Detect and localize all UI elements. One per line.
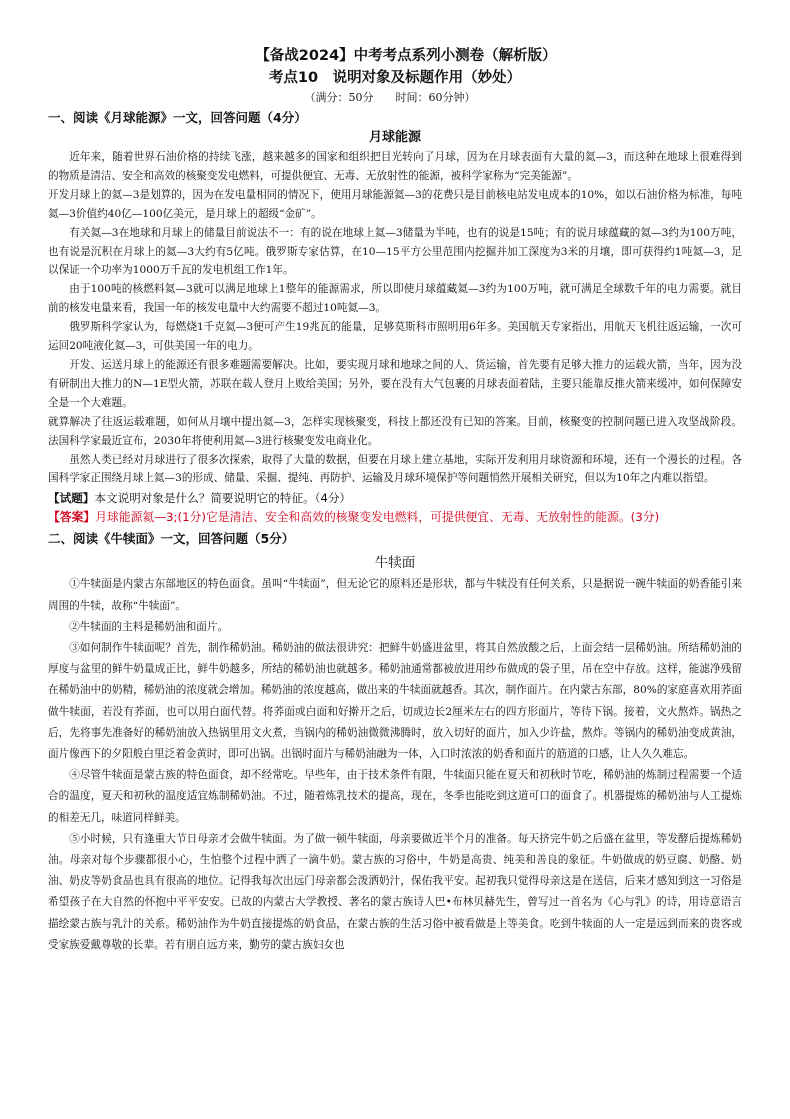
- document-page: [48, 46, 742, 956]
- article-1-paragraph: 虽然人类已经对月球进行了很多次探索，取得了大量的数据，但要在月球上建立基地，实际开发利用月球资源和环境，还有一个漫长的过程。各国科学家正围绕月球上氦—3的形成、储量、采掘、提纯、再防护、运输及月球环境保护等问题悄然开展相关研究，但以为10年之内难以指望。: [48, 453, 742, 485]
- exam-meta: （满分：50分 时间：60分钟）: [304, 91, 476, 104]
- article-1-paragraph: 开发、运送月球上的能源还有很多难题需要解决。比如，要实现月球和地球之间的人、货运输，首先要有足够大推力的运载火箭，当年，因为没有研制出大推力的N—1E型火箭，苏联在载人登月上败给美国；另外，要在没有大气包裹的月球表面着陆，主要只能靠反推火箭来缓冲，如何保障安全是一个大难题。: [48, 358, 742, 409]
- section-1-heading: 一、阅读《月球能源》一文，回答问题（4分）: [48, 110, 307, 125]
- question-tag: 【试题】: [48, 491, 95, 506]
- answer-text: 月球能源氦—3;(1分)它是清洁、安全和高效的核聚变发电燃料，可提供便宜、无毒、无放射性的能源。(3分): [95, 510, 660, 525]
- article-1-title: 月球能源: [368, 130, 421, 145]
- article-1-paragraph: 近年来，随着世界石油价格的持续飞涨，越来越多的国家和组织把目光转向了月球，因为在月球表面有大量的氦—3，而这种在地球上很难得到的物质是清洁、安全和高效的核聚变发电燃料，可提供便宜、无毒、无放射性的能源，被科学家称为“完美能源”。: [48, 151, 742, 182]
- article-2-paragraph: ⑤小时候，只有逢重大节日母亲才会做牛犊面。为了做一顿牛犊面，母亲要做近半个月的准备。每天挤完牛奶之后盛在盆里，等发酵后提炼稀奶油。母亲对每个步骤都很小心，生怕整个过程中洒了一滴牛奶。蒙古族的习俗中，牛奶是高贵、纯美和善良的象征。牛奶做成的奶豆腐、奶酪、奶油、奶皮等奶食品也具有很高的地位。记得我每次出远门母亲都会泼洒奶汁，保佑我平安。起初我只觉得母亲这是在送信，后来才感知到这一习俗是希望孩子在大自然的怀抱中平平安安。已故的内蒙古大学教授、著名的蒙古族诗人巴•布林贝赫先生，曾写过一首名为《心与乳》的诗，用诗意语言描绘蒙古族与乳汁的关系。稀奶油作为牛奶直接提炼的奶食品，在蒙古族的生活习俗中被看做是上等美食。吃到牛犊面的人一定是远到而来的贵客或受家族爱戴尊敬的长辈。若有朋自远方来，勤劳的蒙古族妇女也: [48, 832, 742, 951]
- section-2-heading: 二、阅读《牛犊面》一文，回答问题（5分）: [48, 531, 295, 547]
- question-block: [48, 489, 742, 508]
- document-subtitle: 考点10 说明对象及标题作用（妙处）: [268, 70, 522, 86]
- article-1-paragraph: 由于100吨的核燃料氦—3就可以满足地球上1整年的能源需求，所以即使月球蕴藏氦—3约为100万吨，就可满足全球数千年的电力需要。就目前的核发电量来看，我国一年的核发电量中大约需要不超过10吨氦—3。: [48, 283, 742, 315]
- article-2-paragraph: ①牛犊面是内蒙古东部地区的特色面食。虽叫“牛犊面”，但无论它的原料还是形状，都与牛犊没有任何关系，只是据说一碗牛犊面的奶香能引来周围的牛犊，故称“牛犊面”。: [48, 578, 742, 612]
- article-1-paragraph: 俄罗斯科学家认为，每燃烧1千克氦—3便可产生19兆瓦的能量，足够莫斯科市照明用6年多。美国航天专家指出，用航天飞机往返运输，一次可运回20吨液化氦—3，可供美国一年的电力。: [48, 321, 742, 353]
- article-2-title: 牛犊面: [374, 555, 416, 572]
- article-2-paragraph: ③如何制作牛犊面呢？首先，制作稀奶油。稀奶油的做法很讲究：把鲜牛奶盛进盆里，将其自然放酸之后，上面会结一层稀奶油。所结稀奶油的厚度与盆里的鲜牛奶量成正比，鲜牛奶越多，所结的稀奶油也就越多。稀奶油通常都被放进用纱布做成的袋子里，吊在空中存放。这样，能滤净残留在稀奶油中的奶精，稀奶油的浓度就会增加。稀奶油的浓度越高，做出来的牛犊面就越香。其次，制作面片。在内蒙古东部，80%的家庭喜欢用荞面做牛犊面，若没有荞面，也可以用白面代替。将荞面或白面和好擀开之后，切成边长2厘米左右的四方形面片，等待下锅。接着，文火熬炸。锅热之后，先将事先准备好的稀奶油放入热锅里用文火煮，当锅内的稀奶油微微沸腾时，放入切好的面片，加入少许盐，熬炸。等锅内的稀奶油变成黄油，面片像西下的夕阳般白里泛着金黄时，即可出锅。出锅时面片与稀奶油融为一体，入口时浓浓的奶香和面片的筋道的口感，让人久久难忘。: [48, 641, 742, 760]
- answer-block: [48, 508, 742, 527]
- document-title: 【备战2024】中考考点系列小测卷（解析版）: [255, 48, 557, 64]
- article-1-paragraph: 开发月球上的氦—3是划算的，因为在发电量相同的情况下，使用月球能源氦—3的花费只是目前核电站发电成本的10%，如以石油价格为标准，每吨氦—3价值约40亿—100亿美元，是月球上的超级“金矿”。: [48, 188, 742, 220]
- article-2-paragraph: ②牛犊面的主料是稀奶油和面片。: [69, 620, 229, 633]
- answer-tag: 【答案】: [48, 510, 96, 525]
- article-1-paragraph: 有关氦—3在地球和月球上的储量目前说法不一：有的说在地球上氦—3储量为半吨，也有的说是15吨；有的说月球蕴藏的氦—3约为100万吨，也有说是沉积在月球上的氦—3大约有5亿吨。俄罗斯专家估算，在10—15平方公里范围内挖掘并加工深度为3米的月壤，即可获得约1吨氦—3，足以保证一个功率为1000万千瓦的发电机组工作1年。: [48, 226, 742, 277]
- question-text: 本文说明对象是什么？简要说明它的特征。（4分）: [94, 491, 352, 506]
- article-2-paragraph: ④尽管牛犊面是蒙古族的特色面食，却不经常吃。早些年，由于技术条件有限，牛犊面只能在夏天和初秋时节吃，稀奶油的炼制过程需要一个适合的温度，夏天和初秋的温度适宜炼制稀奶油。不过，随着炼乳技术的提高，现在，冬季也能吃到这道可口的面食了。机器提炼的稀奶油与人工提炼的相差无几，味道同样鲜美。: [48, 769, 742, 824]
- article-1-paragraph: 就算解决了往返运载难题，如何从月壤中提出氦—3，怎样实现核聚变，科技上都还没有已知的答案。目前，核聚变的控制问题已进入攻坚战阶段。法国科学家最近宣布，2030年将使利用氦—3进行核聚变发电商业化。: [48, 415, 742, 447]
